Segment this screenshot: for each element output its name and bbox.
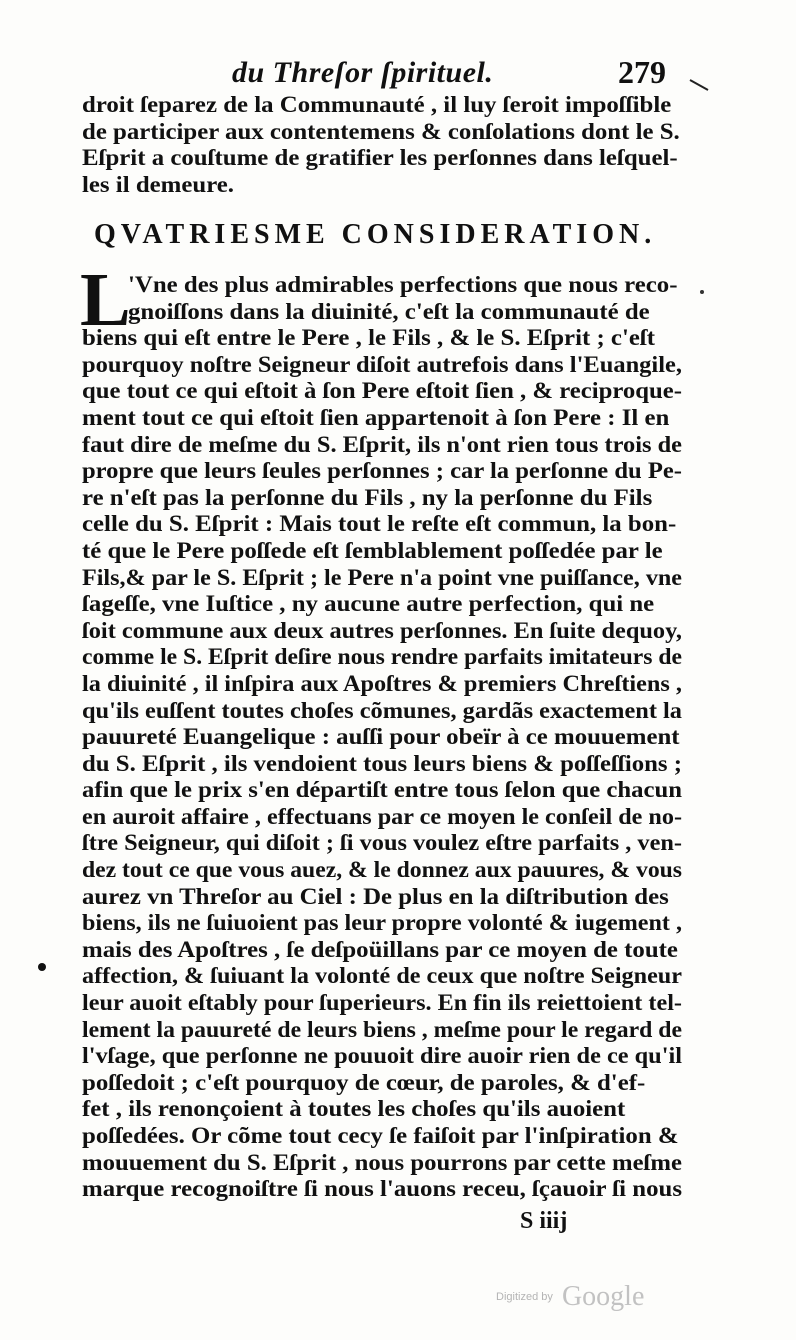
text-line: Fils,& par le S. Eſprit ; le Pere n'a point vne puiſſance, vne bbox=[82, 564, 682, 590]
text-line: comme le S. Eſprit deſire nous rendre parfaits imitateurs de bbox=[82, 644, 682, 670]
digitized-by-label: Digitized by bbox=[496, 1291, 553, 1303]
text-line: en auroit affaire , effectuans par ce moyen le conſeil de no- bbox=[82, 803, 683, 829]
running-title: du Threſor ſpirituel. bbox=[232, 56, 494, 89]
text-line: faut dire de meſme du S. Eſprit, ils n'ont rien tous trois de bbox=[82, 431, 682, 457]
text-line: celle du S. Eſprit : Mais tout le reſte eſt commun, la bon- bbox=[82, 511, 677, 537]
text-line: qu'ils euſſent toutes choſes cõmunes, gardãs exactement la bbox=[82, 697, 682, 723]
page-number: 279 bbox=[618, 54, 666, 90]
text-line: la diuinité , il inſpira aux Apoſtres & premiers Chreſtiens , bbox=[82, 670, 682, 696]
text-line: afin que le prix s'en départiſt entre tous ſelon que chacun bbox=[82, 777, 682, 803]
margin-dot bbox=[38, 963, 46, 971]
text-line: re n'eſt pas la perſonne du Fils , ny la perſonne du Fils bbox=[82, 484, 653, 510]
drop-cap: L bbox=[80, 258, 131, 342]
text-line: ſageſſe, vne Iuſtice , ny aucune autre perfection, qui ne bbox=[82, 591, 655, 617]
text-line: leur auoit eſtably pour ſuperieurs. En fin ils reiettoient tel- bbox=[82, 990, 683, 1016]
text-line: biens qui eſt entre le Pere , le Fils , & le S. Eſprit ; c'eſt bbox=[82, 325, 656, 351]
text-line: poſſedoit ; c'eſt pourquoy de cœur, de paroles, & d'ef- bbox=[82, 1069, 646, 1095]
text-line: affection, & ſuiuant la volonté de ceux que noſtre Seigneur bbox=[82, 963, 682, 989]
text-line: fet , ils renonçoient à toutes les choſes qu'ils auoient bbox=[82, 1096, 626, 1122]
text-line: 'Vne des plus admirables perfections que nous reco- bbox=[128, 272, 678, 297]
text-line: aurez vn Threſor au Ciel : De plus en la diſtribution des bbox=[82, 883, 669, 909]
digitized-watermark bbox=[496, 1281, 644, 1311]
text-line: propre que leurs ſeules perſonnes ; car la perſonne du Pe- bbox=[82, 458, 682, 484]
margin-dot bbox=[700, 290, 704, 294]
text-line: l'vſage, que perſonne ne pouuoit dire auoir rien de ce qu'il bbox=[82, 1043, 682, 1069]
text-line: ment tout ce qui eſtoit ſien appartenoit à ſon Pere : Il en bbox=[82, 404, 670, 430]
text-line: lement la pauureté de leurs biens , meſme pour le regard de bbox=[82, 1016, 682, 1042]
top-paragraph bbox=[82, 92, 682, 198]
text-line: dez tout ce que vous auez, & le donnez aux pauures, & vous bbox=[82, 857, 682, 883]
text-line: té que le Pere poſſede eſt ſemblablement poſſedée par le bbox=[82, 537, 663, 563]
text-line: du S. Eſprit , ils vendoient tous leurs biens & poſſeſſions ; bbox=[82, 750, 682, 776]
text-line: pourquoy noſtre Seigneur diſoit autrefois dans l'Euangile, bbox=[82, 351, 682, 377]
text-line: marque recognoiſtre ſi nous l'auons receu, ſçauoir ſi nous bbox=[82, 1176, 682, 1202]
text-line: les il demeure. bbox=[82, 171, 235, 197]
signature-mark: S iiij bbox=[520, 1208, 568, 1234]
text-line: ſtre Seigneur, qui diſoit ; ſi vous voulez eſtre parfaits , ven- bbox=[82, 830, 682, 856]
running-head bbox=[0, 50, 796, 90]
corner-stroke-mark bbox=[688, 78, 710, 92]
text-line: que tout ce qui eſtoit à ſon Pere eſtoit ſien , & reciproque- bbox=[82, 378, 682, 404]
text-line: pauureté Euangelique : auſſi pour obeïr à ce mouuement bbox=[82, 724, 680, 750]
text-line: Eſprit a couſtume de gratifier les perſonnes dans leſquel- bbox=[82, 145, 678, 171]
google-logo: Google bbox=[561, 1281, 645, 1312]
text-line: ſoit commune aux deux autres perſonnes. En ſuite dequoy, bbox=[82, 617, 682, 643]
text-line: droit ſeparez de la Communauté , il luy ſeroit impoſſible bbox=[82, 92, 672, 117]
main-paragraph bbox=[80, 258, 683, 1203]
text-line: poſſedées. Or cõme tout cecy ſe faiſoit par l'inſpiration & bbox=[82, 1123, 679, 1148]
text-line: biens, ils ne ſuiuoient pas leur propre volonté & iugement , bbox=[82, 910, 682, 936]
text-line: mais des Apoſtres , ſe deſpoüillans par ce moyen de toute bbox=[82, 936, 678, 962]
text-line: de participer aux contentemens & conſolations dont le S. bbox=[82, 118, 680, 144]
section-heading: QVATRIESME CONSIDERATION. bbox=[94, 219, 657, 250]
text-line: gnoiſſons dans la diuinité, c'eſt la communauté de bbox=[128, 298, 650, 324]
text-line: mouuement du S. Eſprit , nous pourrons par cette meſme bbox=[82, 1149, 682, 1175]
